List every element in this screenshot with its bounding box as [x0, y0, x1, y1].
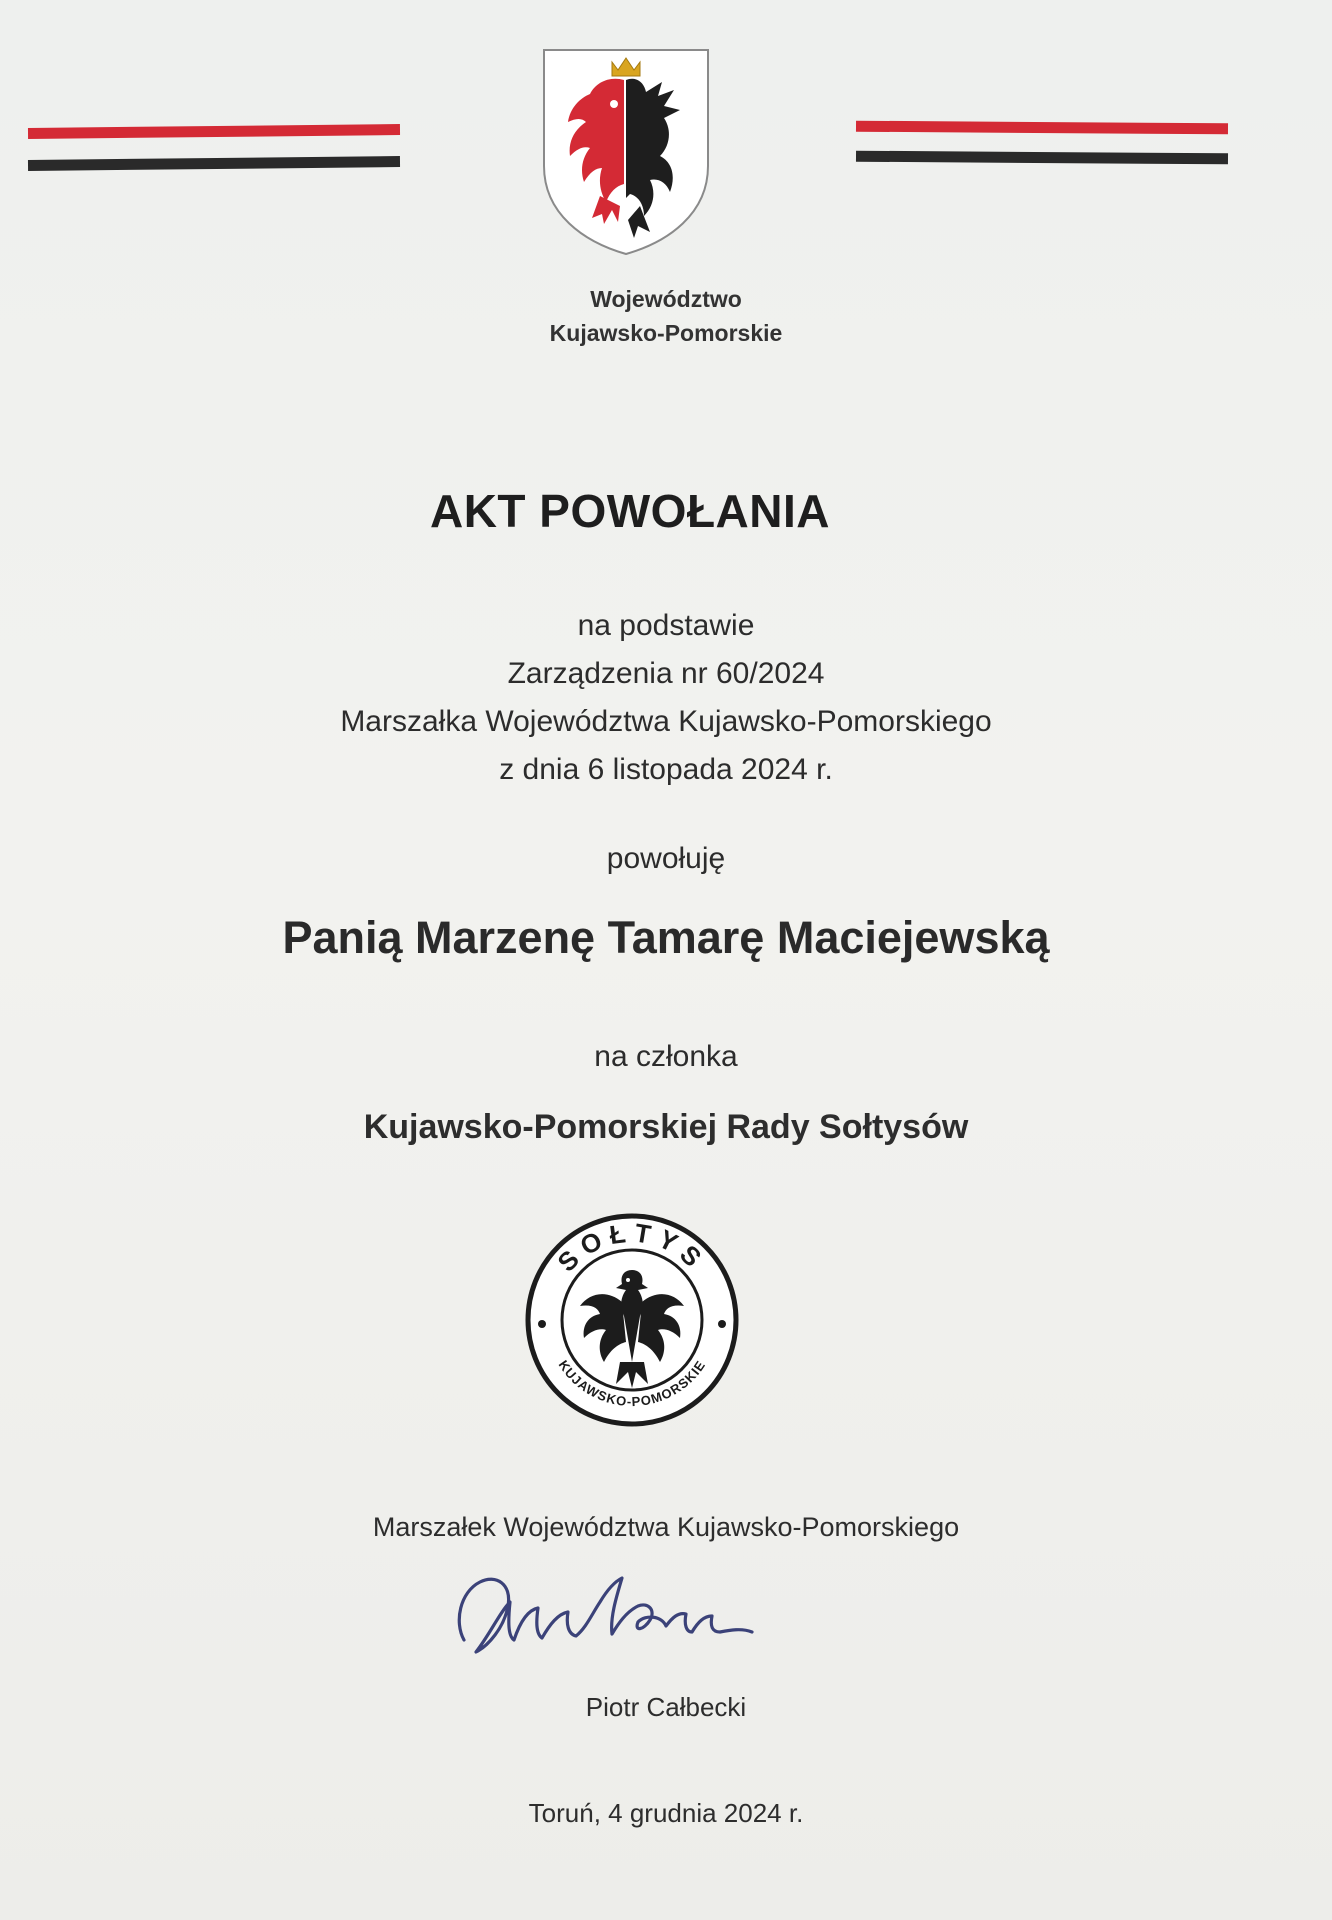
place-and-date: Toruń, 4 grudnia 2024 r. — [528, 1798, 804, 1828]
right-black-stripe — [856, 151, 1228, 165]
role-prefix: na członka — [594, 1040, 738, 1073]
basis-line-2: Zarządzenia nr 60/2024 — [507, 657, 825, 690]
seal-top-text: SOŁTYS — [551, 1217, 713, 1278]
appointee-name: Panią Marzenę Tamarę Maciejewską — [282, 912, 1050, 963]
basis-line-1: na podstawie — [577, 609, 755, 642]
appoint-verb: powołuję — [606, 842, 726, 875]
signatory-name: Piotr Całbecki — [585, 1692, 747, 1722]
basis-line-3: Marszałka Województwa Kujawsko-Pomorskiego — [340, 705, 992, 738]
coat-of-arms-icon — [540, 46, 712, 258]
council-name: Kujawsko-Pomorskiej Rady Sołtysów — [363, 1108, 969, 1146]
region-line-1: Województwo — [590, 286, 742, 312]
right-red-stripe — [856, 121, 1228, 135]
legal-basis — [0, 602, 1332, 794]
region-line-2: Kujawsko-Pomorskie — [549, 320, 783, 346]
basis-line-4: z dnia 6 listopada 2024 r. — [499, 753, 833, 786]
eagle-seal-icon — [524, 1212, 740, 1428]
region-name — [0, 282, 1332, 350]
left-black-stripe — [28, 156, 400, 171]
left-red-stripe — [28, 124, 400, 139]
seal-bottom-text: KUJAWSKO-POMORSKIE — [555, 1357, 709, 1410]
handwritten-signature — [450, 1562, 830, 1662]
signatory-position: Marszałek Województwa Kujawsko-Pomorskiego — [372, 1512, 960, 1542]
document-title: AKT POWOŁANIA — [429, 485, 830, 537]
